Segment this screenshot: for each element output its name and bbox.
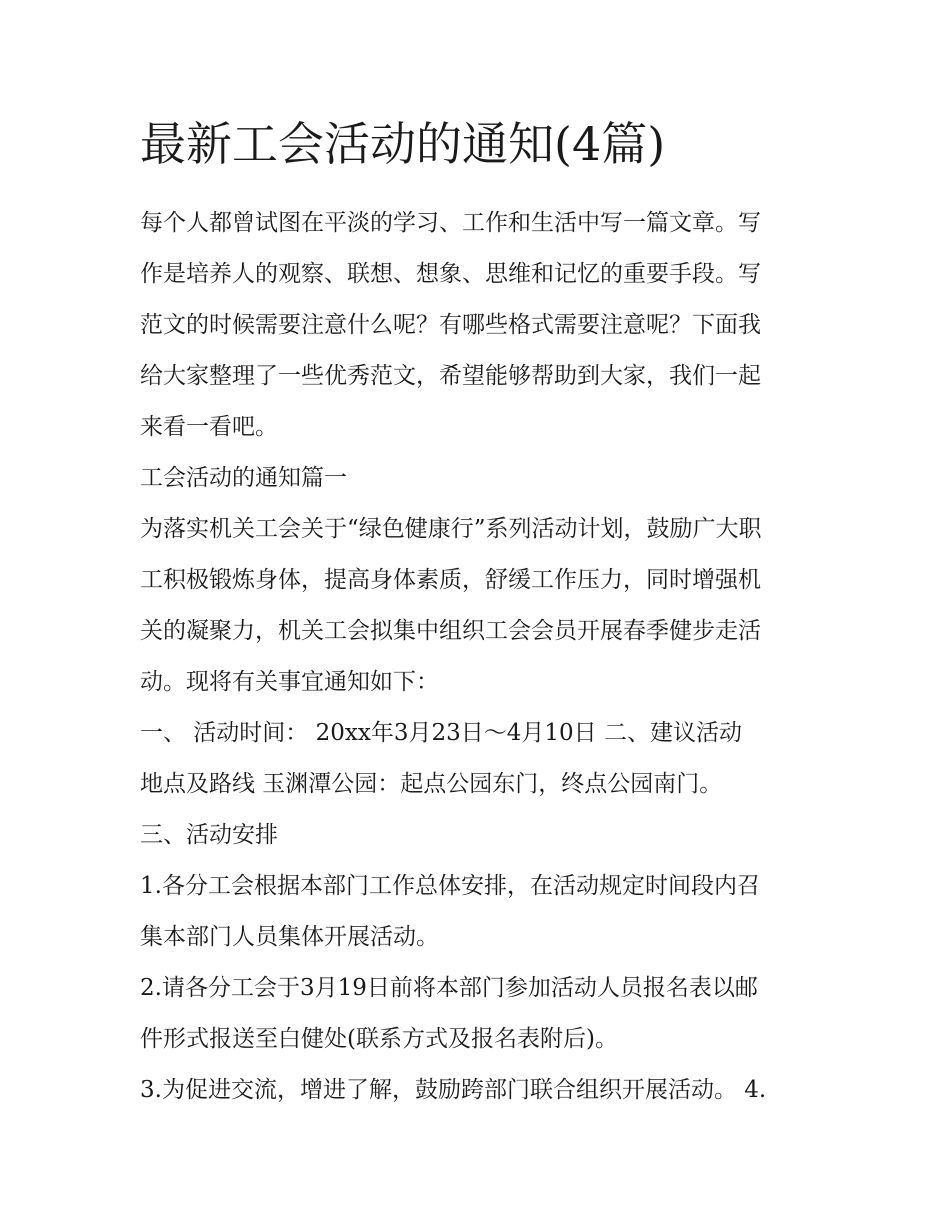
paragraph-line: 一、 活动时间： 20xx年3月23日～4月10日 二、建议活动 <box>140 720 742 746</box>
paragraph-line: 作是培养人的观察、联想、想象、思维和记忆的重要手段。写 <box>140 261 761 287</box>
paragraph-line: 每个人都曾试图在平淡的学习、工作和生活中写一篇文章。写 <box>140 210 761 236</box>
paragraph-line: 范文的时候需要注意什么呢？有哪些格式需要注意呢？下面我 <box>140 312 761 338</box>
paragraph-line: 关的凝聚力，机关工会拟集中组织工会会员开展春季健步走活 <box>140 618 761 644</box>
paragraph-line: 2.请各分工会于3月19日前将本部门参加活动人员报名表以邮 <box>140 975 758 1001</box>
paragraph-line: 来看一看吧。 <box>140 414 278 440</box>
paragraph-line: 3.为促进交流，增进了解，鼓励跨部门联合组织开展活动。 4. <box>140 1077 767 1103</box>
paragraph-line: 集本部门人员集体开展活动。 <box>140 924 439 950</box>
paragraph-line: 地点及路线 玉渊潭公园：起点公园东门，终点公园南门。 <box>140 771 723 797</box>
paragraph-line: 给大家整理了一些优秀范文，希望能够帮助到大家，我们一起 <box>140 363 761 389</box>
paragraph-line: 1.各分工会根据本部门工作总体安排，在活动规定时间段内召 <box>140 873 760 899</box>
paragraph-line: 动。现将有关事宜通知如下： <box>140 669 439 695</box>
paragraph-line: 工积极锻炼身体，提高身体素质，舒缓工作压力，同时增强机 <box>140 567 761 593</box>
document-body <box>140 112 815 1116</box>
paragraph-line: 为落实机关工会关于“绿色健康行”系列活动计划，鼓励广大职 <box>140 516 762 542</box>
section-heading: 工会活动的通知篇一 <box>140 465 347 491</box>
paragraph-line: 件形式报送至白健处(联系方式及报名表附后)。 <box>140 1026 618 1052</box>
document-title: 最新工会活动的通知(4篇) <box>140 117 666 171</box>
section-heading: 三、活动安排 <box>140 822 278 848</box>
